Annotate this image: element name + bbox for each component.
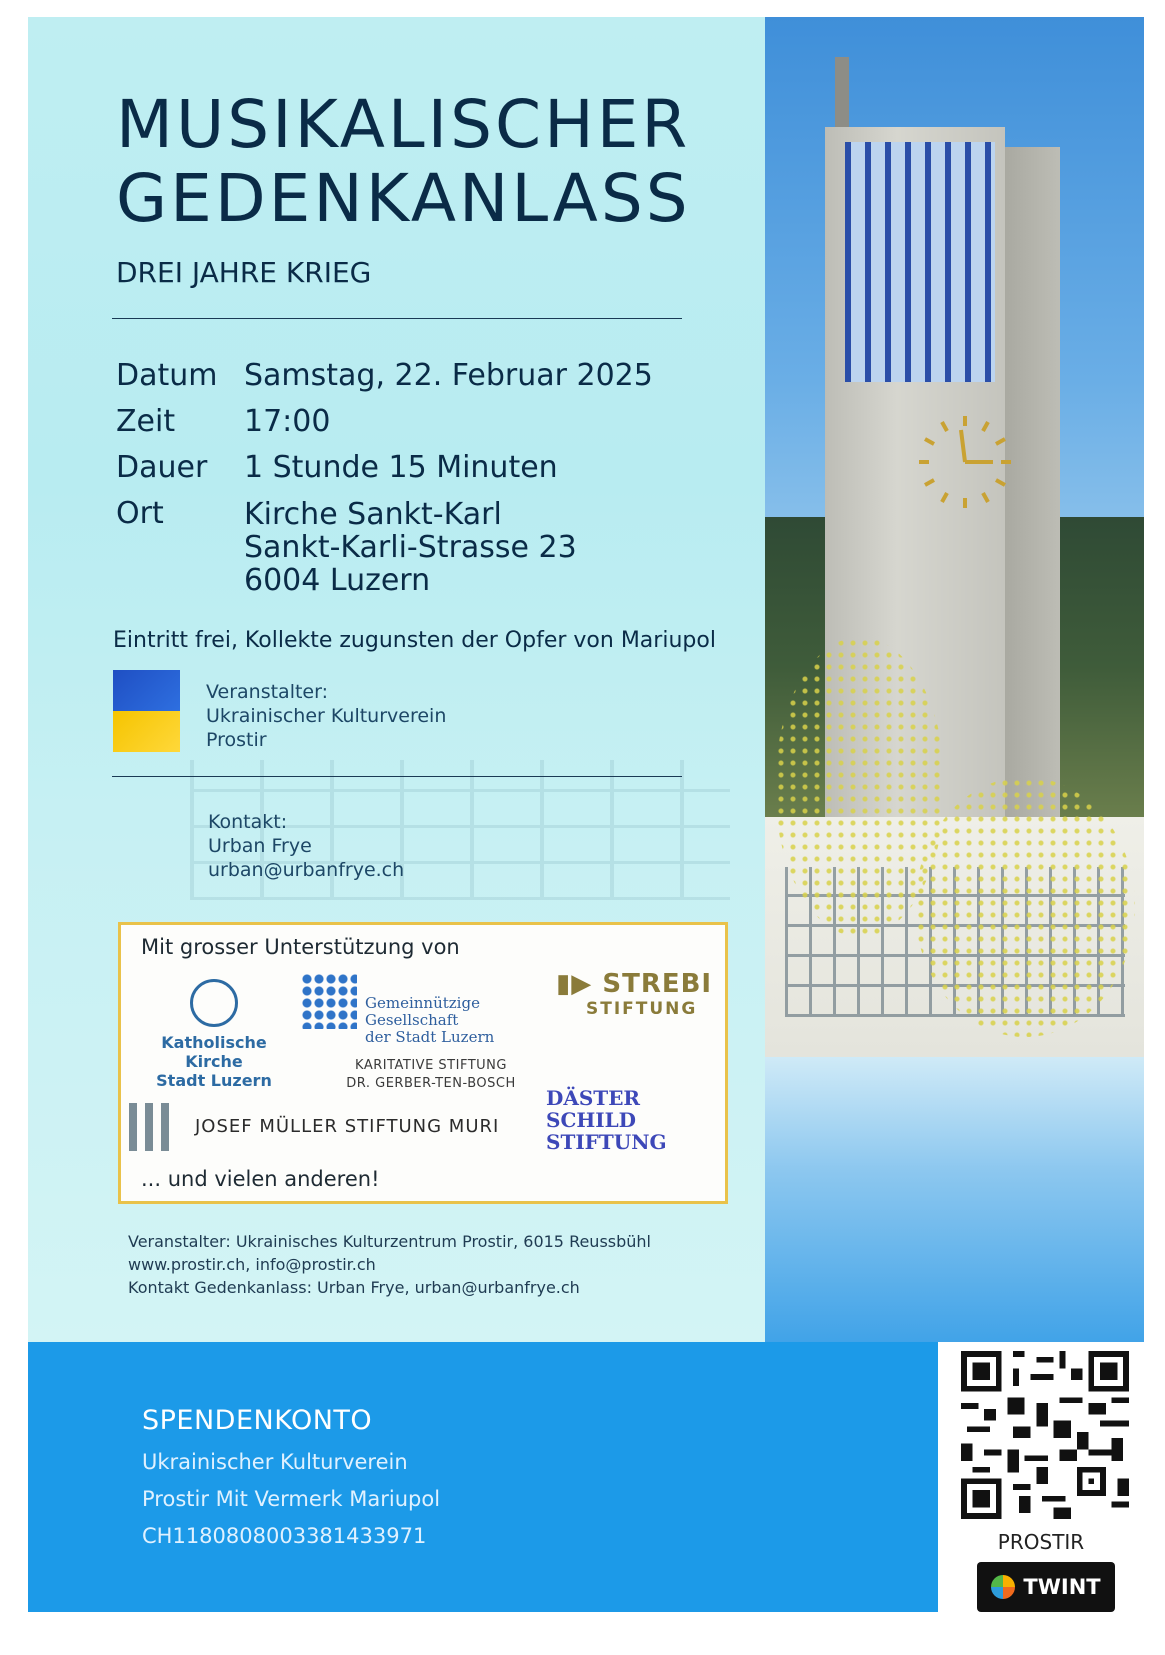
footer-line[interactable]: www.prostir.ch, info@prostir.ch bbox=[128, 1255, 376, 1274]
contact-email[interactable]: urban@urbanfrye.ch bbox=[208, 859, 405, 881]
footer-info bbox=[128, 1230, 651, 1299]
sponsors-box: Mit grosser Unterstützung von Katholische Kirche Stadt Luzern Gemeinnützige Gesellschaft der Stadt Luzern ▮▶ STREBI STIFTUNG KARITATIVE STIFTUNG DR. GERBER-TEN-BOSCH JOSEF MÜLLER STIFTUNG MURI DÄSTER SCHILD STIFTUNG ... und vielen anderen! bbox=[118, 922, 728, 1204]
twint-badge[interactable] bbox=[977, 1562, 1115, 1612]
tower-spire bbox=[835, 57, 849, 137]
event-details bbox=[116, 360, 653, 611]
contact-name: Urban Frye bbox=[208, 835, 312, 857]
church-tower-photo bbox=[765, 17, 1144, 1057]
ring-icon bbox=[190, 979, 238, 1027]
detail-row-zeit bbox=[116, 406, 653, 438]
detail-value: Samstag, 22. Februar 2025 bbox=[244, 358, 653, 393]
subtitle: DREI JAHRE KRIEG bbox=[116, 256, 372, 289]
organizer-block bbox=[206, 680, 446, 752]
detail-value bbox=[244, 498, 577, 597]
contact-label: Kontakt: bbox=[208, 811, 288, 833]
twint-label: TWINT bbox=[1023, 1575, 1101, 1599]
belfry-bells bbox=[845, 142, 995, 382]
contact-block bbox=[208, 810, 404, 882]
detail-row-datum bbox=[116, 360, 653, 392]
clock-icon bbox=[915, 412, 1015, 512]
organizer-label: Veranstalter: bbox=[206, 681, 328, 703]
dots-icon bbox=[301, 973, 357, 1029]
detail-value: 17:00 bbox=[244, 404, 331, 439]
logo-strebi-stiftung: ▮▶ STREBI STIFTUNG bbox=[556, 969, 713, 1019]
organizer-name: Ukrainischer Kulturverein bbox=[206, 705, 447, 727]
detail-label: Dauer bbox=[116, 450, 208, 485]
address-line: Kirche Sankt-Karl bbox=[244, 497, 502, 532]
logo-josef-mueller-stiftung: JOSEF MÜLLER STIFTUNG MURI bbox=[129, 1103, 499, 1151]
title-line-2: GEDENKANLASS bbox=[116, 160, 691, 237]
page-title bbox=[116, 88, 691, 236]
address-line: Sankt-Karli-Strasse 23 bbox=[244, 530, 577, 565]
iban: CH1180808003381433971 bbox=[142, 1524, 427, 1548]
sponsors-tail: ... und vielen anderen! bbox=[141, 1167, 380, 1191]
twint-icon bbox=[991, 1575, 1015, 1599]
detail-label: Datum bbox=[116, 358, 218, 393]
detail-row-dauer bbox=[116, 452, 653, 484]
blossom-tree bbox=[915, 777, 1135, 1037]
address-line: 6004 Luzern bbox=[244, 563, 431, 598]
divider bbox=[112, 776, 682, 777]
footer-line: Kontakt Gedenkanlass: Urban Frye, urban@urbanfrye.ch bbox=[128, 1278, 580, 1297]
ukraine-flag-icon bbox=[113, 670, 180, 752]
detail-value: 1 Stunde 15 Minuten bbox=[244, 450, 558, 485]
logo-karitative-stiftung: KARITATIVE STIFTUNG DR. GERBER-TEN-BOSCH bbox=[346, 1058, 516, 1091]
footer-line: Veranstalter: Ukrainisches Kulturzentrum Prostir, 6015 Reussbühl bbox=[128, 1232, 651, 1251]
organizer-name: Prostir bbox=[206, 729, 267, 751]
divider bbox=[112, 318, 682, 319]
qr-code-icon[interactable] bbox=[961, 1351, 1129, 1519]
admission-note: Eintritt frei, Kollekte zugunsten der Opfer von Mariupol bbox=[113, 628, 716, 653]
logo-katholische-kirche: Katholische Kirche Stadt Luzern bbox=[139, 979, 289, 1090]
logo-daester-schild-stiftung: DÄSTER SCHILD STIFTUNG bbox=[546, 1086, 667, 1154]
detail-label: Ort bbox=[116, 496, 164, 531]
photo-fade bbox=[765, 1057, 1144, 1342]
jm-mark-icon bbox=[129, 1103, 181, 1151]
detail-row-ort bbox=[116, 498, 653, 597]
sponsors-heading: Mit grosser Unterstützung von bbox=[141, 935, 460, 959]
detail-label: Zeit bbox=[116, 404, 176, 439]
donation-account bbox=[142, 1405, 440, 1555]
donation-line: Ukrainischer Kulturverein bbox=[142, 1450, 408, 1474]
donation-heading: SPENDENKONTO bbox=[142, 1405, 373, 1436]
qr-label: PROSTIR bbox=[997, 1530, 1085, 1554]
donation-line: Prostir Mit Vermerk Mariupol bbox=[142, 1487, 441, 1511]
title-line-1: MUSIKALISCHER bbox=[116, 86, 691, 163]
